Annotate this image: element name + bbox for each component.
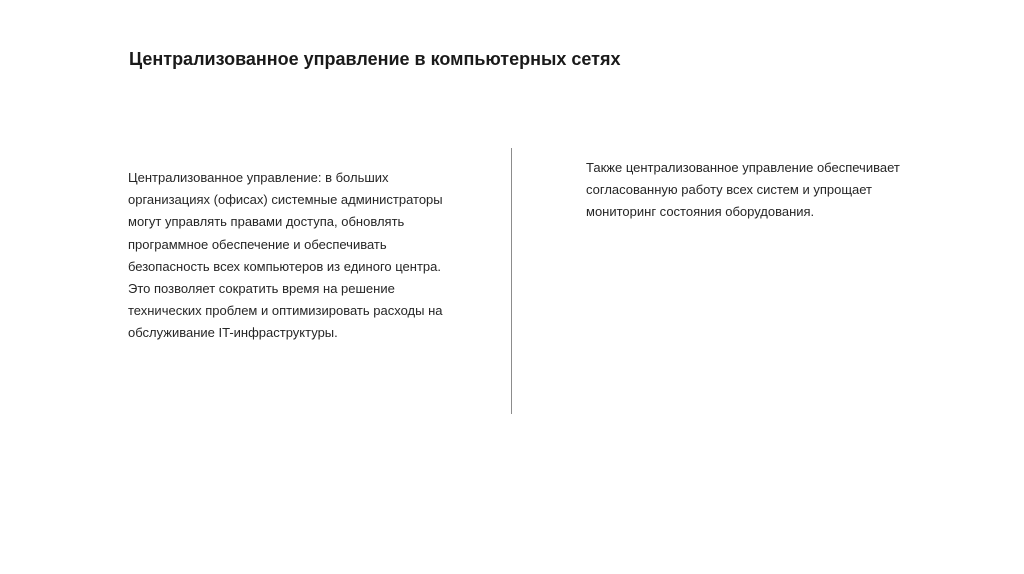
vertical-divider	[511, 148, 512, 414]
slide-title: Централизованное управление в компьютерных сетях	[129, 49, 621, 69]
left-text-block: Централизованное управление: в больших организациях (офисах) системные администраторы могут управлять правами доступа, обновлять программное обеспечение и обеспечивать безопасность всех компьютеров из единого центра. Это позволяет сократить время на решение технических проблем и оптимизировать расходы на обслуживание IT-инфраструктуры.	[128, 170, 443, 341]
right-text-block: Также централизованное управление обеспечивает согласованную работу всех систем и упрощает мониторинг состояния оборудования.	[586, 160, 900, 220]
